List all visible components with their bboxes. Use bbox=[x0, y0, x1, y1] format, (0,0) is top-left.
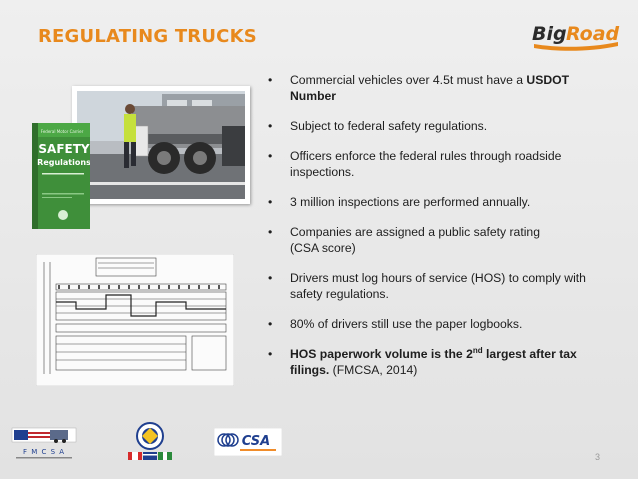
cvsa-logo bbox=[120, 420, 180, 464]
csa-logo bbox=[214, 428, 282, 456]
bullet-csa-score: • Companies are assigned a public safety rating (CSA score) bbox=[266, 224, 606, 256]
bullet-paperwork-volume: • HOS paperwork volume is the 2nd largest after tax filings. (FMCSA, 2014) bbox=[266, 346, 606, 378]
truck-inspection-photo bbox=[72, 86, 250, 204]
page-number: 3 bbox=[595, 452, 601, 462]
logo-text-road: Road bbox=[566, 23, 620, 45]
bullet-roadside-inspections: • Officers enforce the federal rules through roadside inspections. bbox=[266, 148, 606, 180]
fmcsa-text: F M C S A bbox=[22, 448, 66, 456]
book-small-text: Federal Motor Carrier bbox=[40, 129, 84, 134]
bullet-usdot: • Commercial vehicles over 4.5t must have a USDOT Number bbox=[266, 72, 606, 104]
bigroad-logo bbox=[528, 18, 620, 52]
bullet-paper-logbooks: • 80% of drivers still use the paper logbooks. bbox=[266, 316, 606, 332]
logo-text-big: Big bbox=[532, 23, 567, 45]
bullet-federal-regs: • Subject to federal safety regulations. bbox=[266, 118, 606, 134]
bullet-inspections-count: • 3 million inspections are performed annually. bbox=[266, 194, 606, 210]
safety-regulations-book bbox=[32, 123, 90, 229]
fmcsa-logo bbox=[10, 424, 82, 464]
bullet-list bbox=[266, 72, 606, 392]
paper-logbook-image bbox=[36, 254, 234, 386]
book-title-safety: SAFETY bbox=[38, 142, 90, 156]
slide-title: REGULATING TRUCKS bbox=[38, 26, 257, 47]
bullet-hos: • Drivers must log hours of service (HOS) to comply with safety regulations. bbox=[266, 270, 606, 302]
csa-text: CSA bbox=[241, 434, 271, 449]
book-title-regulations: Regulations bbox=[37, 158, 90, 167]
